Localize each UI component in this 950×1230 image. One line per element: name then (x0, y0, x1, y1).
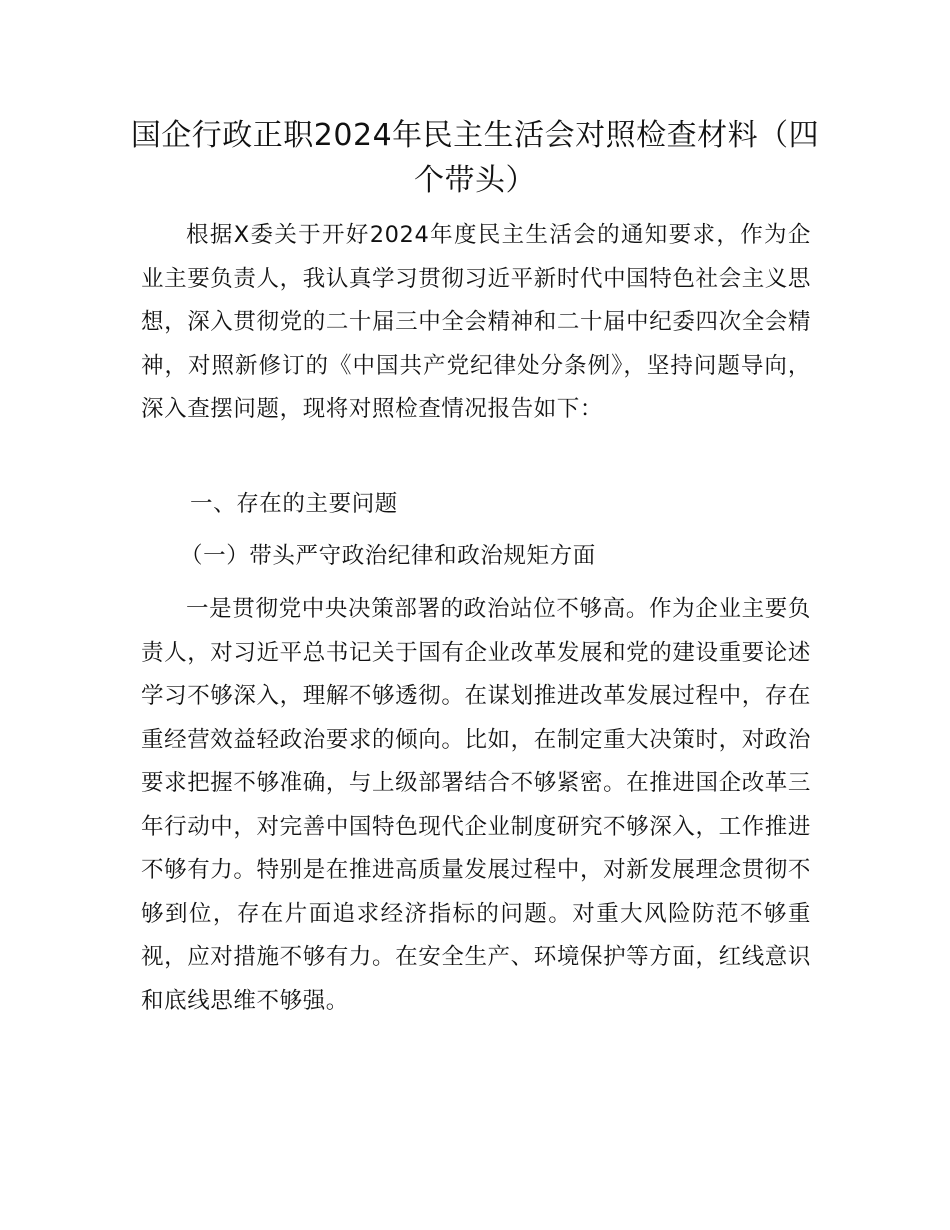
document-title: 国企行政正职2024年民主生活会对照检查材料（四个带头） (130, 118, 820, 198)
intro-paragraph: 根据X委关于开好2024年度民主生活会的通知要求，作为企业主要负责人，我认真学习贯彻习近平新时代中国特色社会主义思想，深入贯彻党的二十届三中全会精神和二十届中纪委四次全会精神，对照新修订的《中国共产党纪律处分条例》，坚持问题导向，深入查摆问题，现将对照检查情况报告如下： (141, 222, 811, 422)
problem-paragraph: 一是贯彻党中央决策部署的政治站位不够高。作为企业主要负责人，对习近平总书记关于国有企业改革发展和党的建设重要论述学习不够深入，理解不够透彻。在谋划推进改革发展过程中，存在重经营效益轻政治要求的倾向。比如，在制定重大决策时，对政治要求把握不够准确，与上级部署结合不够紧密。在推进国企改革三年行动中，对完善中国特色现代企业制度研究不够深入，工作推进不够有力。特别是在推进高质量发展过程中，对新发展理念贯彻不够到位，存在片面追求经济指标的问题。对重大风险防范不够重视，应对措施不够有力。在安全生产、环境保护等方面，红线意识和底线思维不够强。 (141, 596, 811, 1014)
section-heading: 一、存在的主要问题 (190, 491, 398, 517)
subsection-heading: （一）带头严守政治纪律和政治规矩方面 (180, 543, 596, 569)
